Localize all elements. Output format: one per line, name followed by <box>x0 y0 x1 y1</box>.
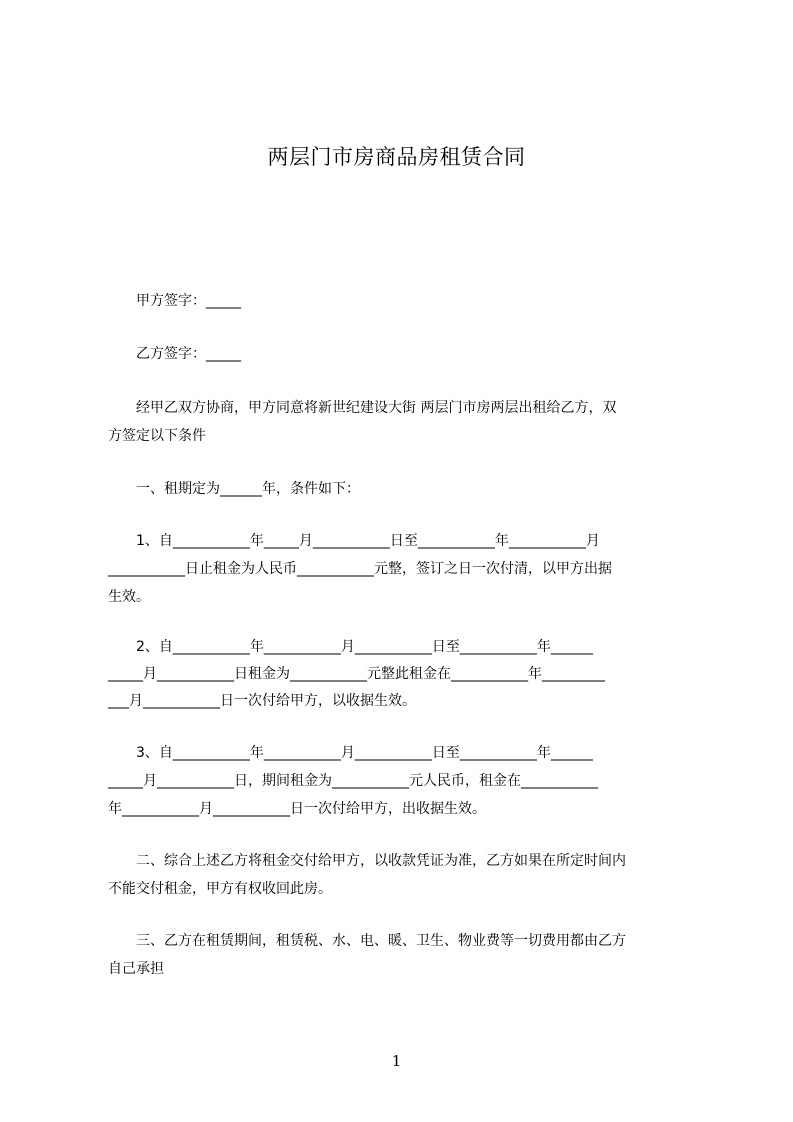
party-b-signature-line: 乙方签字：_____ <box>136 346 241 362</box>
item-3-line-1: 3、自___________年___________月___________日至___________年______ <box>136 745 593 761</box>
item-1-line-2: ___________日止租金为人民币___________元整，签订之日一次付清，以甲方出据 <box>108 561 612 577</box>
item-3-line-3: 年___________月___________日一次付给甲方，出收据生效。 <box>108 801 486 817</box>
clause-2-line-2: 不能交付租金，甲方有权收回此房。 <box>108 881 332 897</box>
item-2-line-1: 2、自___________年___________月___________日至___________年______ <box>136 639 593 655</box>
clause-1-heading: 一、租期定为______年，条件如下： <box>136 481 360 497</box>
intro-line-2: 方签定以下条件 <box>108 428 206 444</box>
intro-line-1: 经甲乙双方协商，甲方同意将新世纪建设大街 两层门市房两层出租给乙方，双 <box>136 400 617 416</box>
clause-3-line-2: 自己承担 <box>108 961 164 977</box>
item-2-line-2: _____月___________日租金为___________元整此租金在___________年_________ <box>108 666 605 682</box>
page-number: 1 <box>391 1052 402 1070</box>
item-2-line-3: ___月___________日一次付给甲方，以收据生效。 <box>108 693 416 709</box>
item-1-line-3: 生效。 <box>108 589 150 605</box>
item-3-line-2: _____月___________日，期间租金为___________元人民币，租金在___________ <box>108 773 598 789</box>
clause-2-line-1: 二、综合上述乙方将租金交付给甲方，以收款凭证为准，乙方如果在所定时间内 <box>136 853 626 869</box>
item-1-line-1: 1、自___________年_____月___________日至___________年___________月 <box>136 533 600 549</box>
clause-3-line-1: 三、乙方在租赁期间，租赁税、水、电、暖、卫生、物业费等一切费用都由乙方 <box>136 933 626 949</box>
document-title: 两层门市房商品房租赁合同 <box>267 145 526 169</box>
party-a-signature-line: 甲方签字：_____ <box>136 293 241 309</box>
